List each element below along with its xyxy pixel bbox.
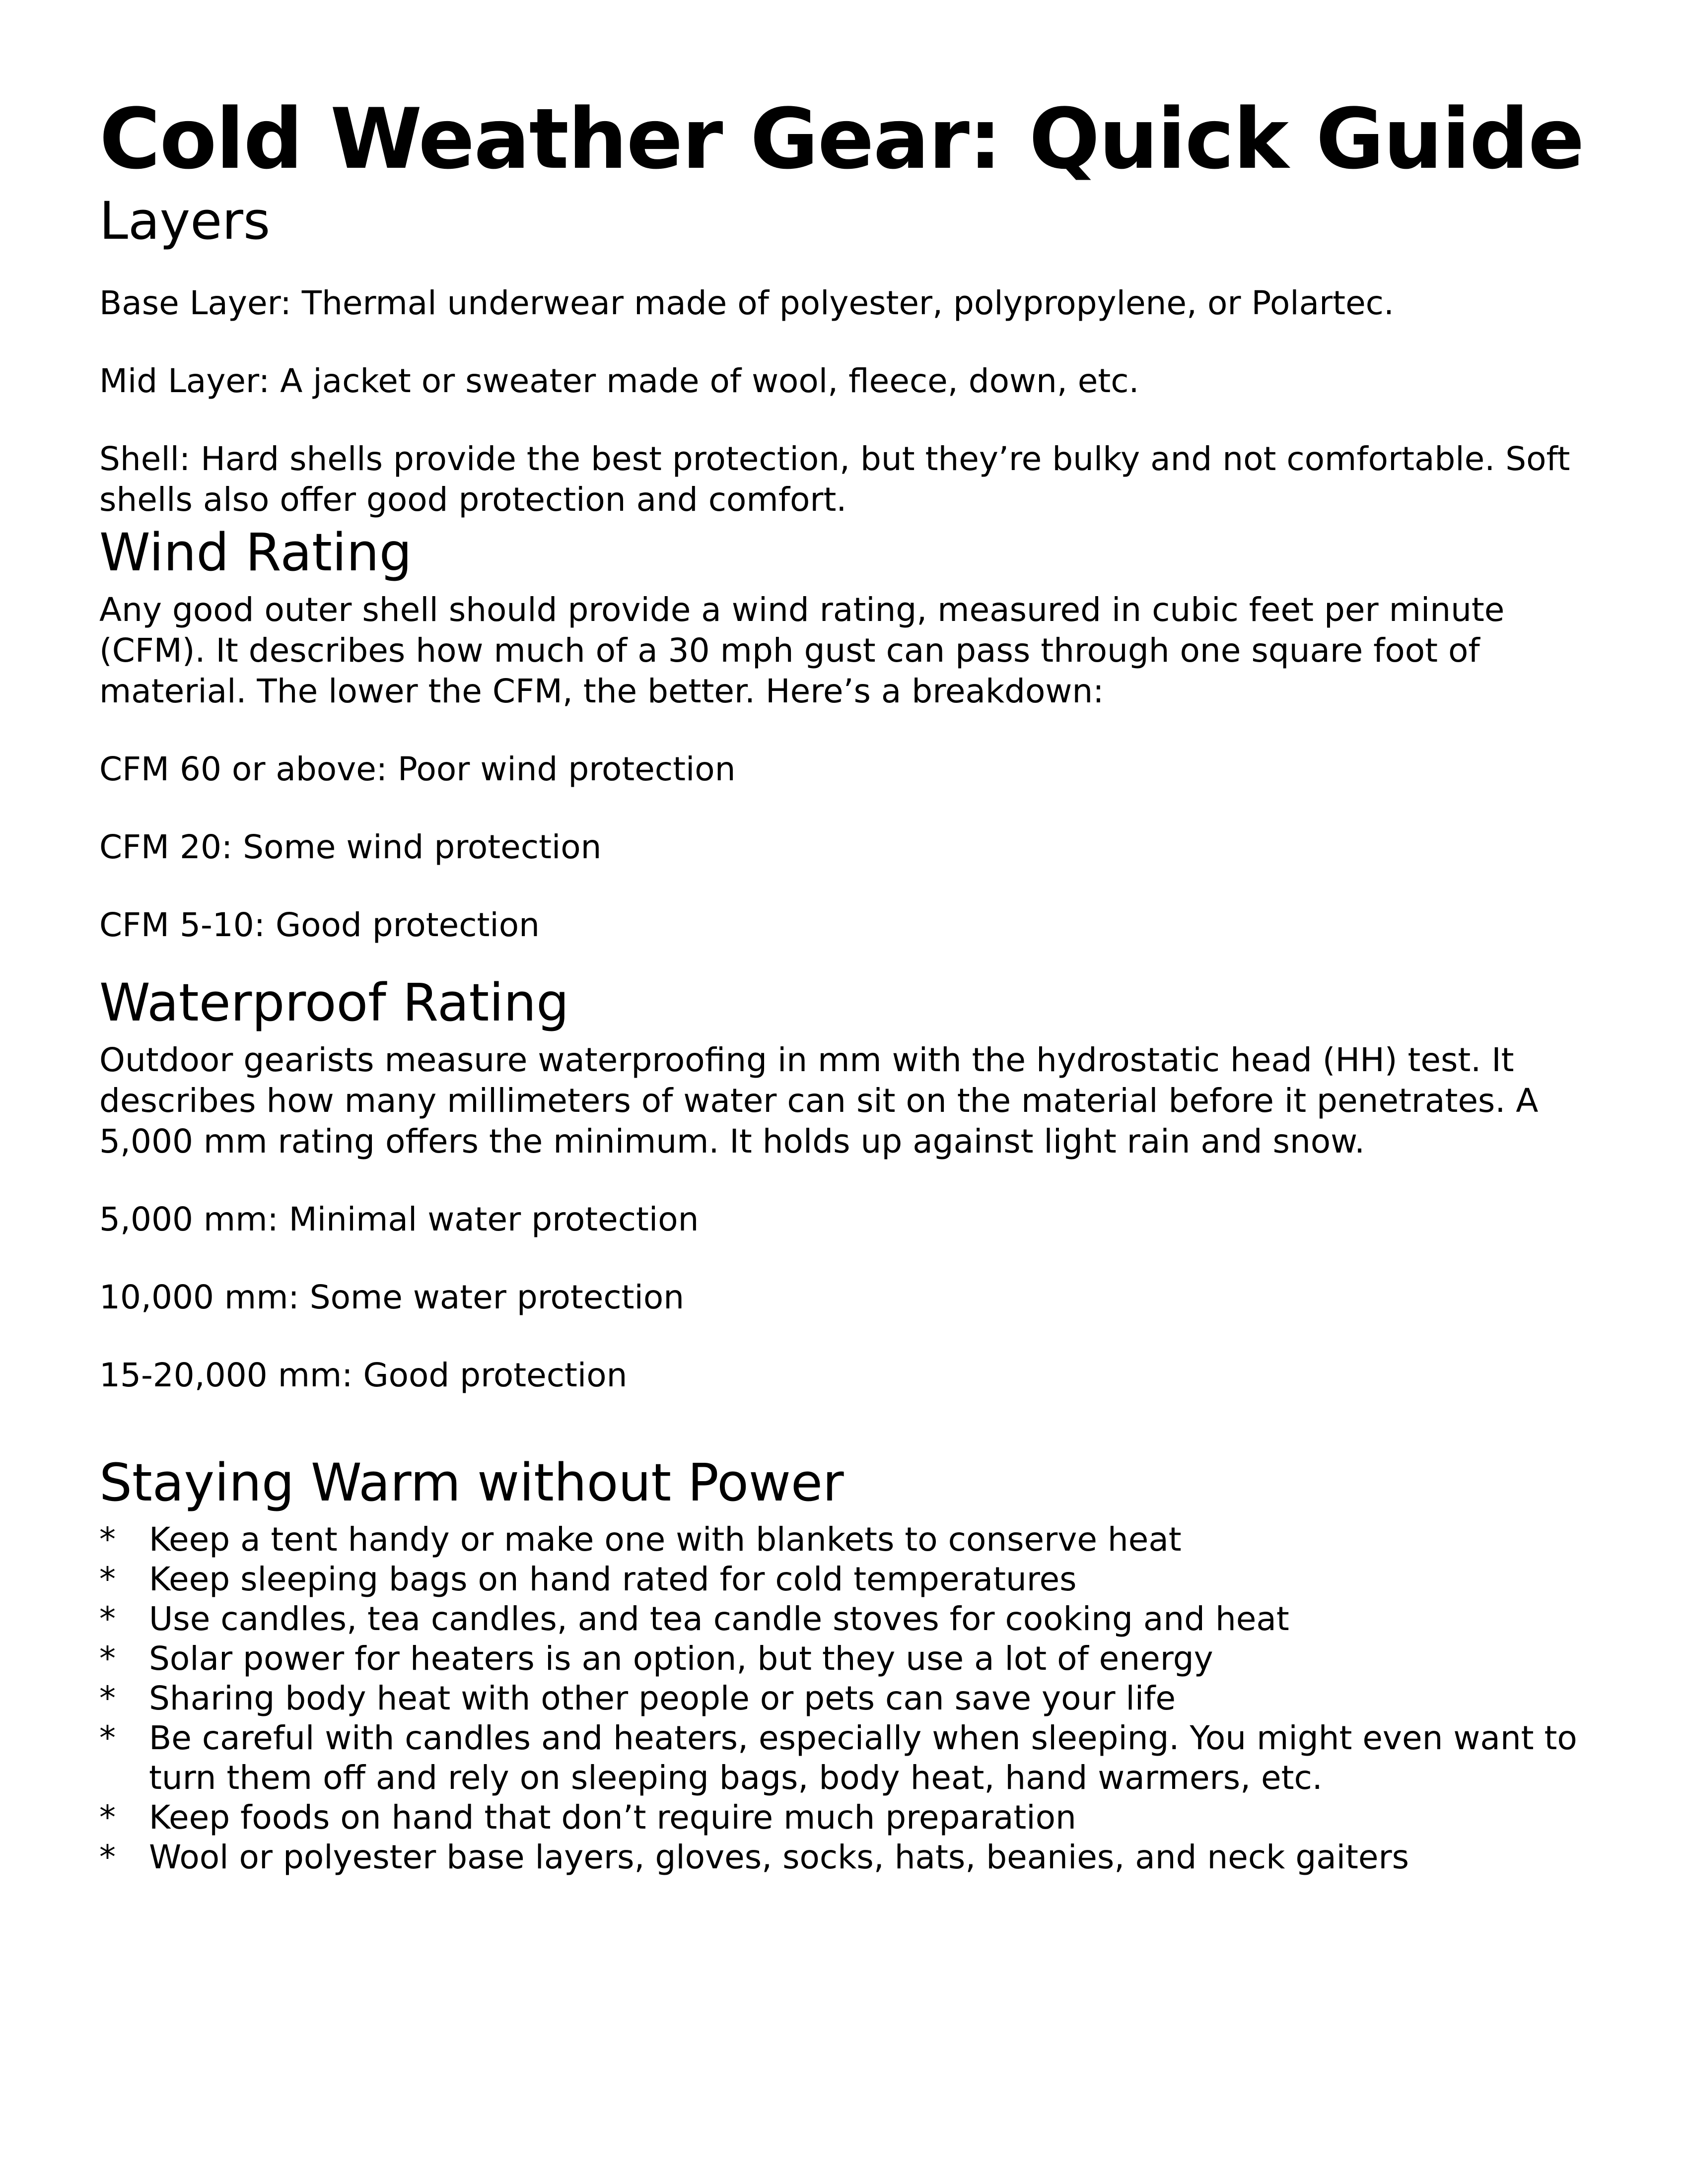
- list-item: * Use candles, tea candles, and tea candle stoves for cooking and heat: [99, 1600, 1289, 1638]
- waterproof-rating-intro: Outdoor gearists measure waterproofing in mm with the hydrostatic head (HH) test. It describes how many millimeters of water can sit on the material before it penetrates. A 5,000 mm rating offers the minimum. It holds up against light rain and snow.: [99, 1041, 1539, 1160]
- list-item: * Sharing body heat with other people or pets can save your life: [99, 1679, 1176, 1717]
- list-item: * Keep foods on hand that don’t require much preparation: [99, 1798, 1076, 1837]
- list-item: * Keep a tent handy or make one with blankets to conserve heat: [99, 1520, 1182, 1559]
- list-item: * Be careful with candles and heaters, especially when sleeping. You might even want to turn them off and rely on sleeping bags, body heat, hand warmers, etc.: [99, 1719, 1577, 1797]
- asterisk-bullet-icon: *: [99, 1838, 116, 1876]
- wind-rating-item: CFM 5-10: Good protection: [99, 906, 540, 944]
- asterisk-bullet-icon: *: [99, 1560, 116, 1598]
- asterisk-bullet-icon: *: [99, 1719, 116, 1757]
- asterisk-bullet-icon: *: [99, 1798, 116, 1837]
- list-item: * Wool or polyester base layers, gloves, socks, hats, beanies, and neck gaiters: [99, 1838, 1409, 1876]
- layers-heading: Layers: [99, 191, 271, 251]
- list-item: * Keep sleeping bags on hand rated for cold temperatures: [99, 1560, 1077, 1598]
- wind-rating-heading: Wind Rating: [99, 522, 412, 583]
- list-item: * Solar power for heaters is an option, but they use a lot of energy: [99, 1639, 1213, 1678]
- page-title: Cold Weather Gear: Quick Guide: [99, 90, 1584, 188]
- asterisk-bullet-icon: *: [99, 1600, 116, 1638]
- waterproof-rating-heading: Waterproof Rating: [99, 972, 569, 1033]
- waterproof-rating-item: 15-20,000 mm: Good protection: [99, 1356, 628, 1394]
- asterisk-bullet-icon: *: [99, 1520, 116, 1559]
- base-layer-text: Base Layer: Thermal underwear made of polyester, polypropylene, or Polartec.: [99, 284, 1394, 322]
- wind-rating-intro: Any good outer shell should provide a wind rating, measured in cubic feet per minute (CFM). It describes how much of a 30 mph gust can pass through one square foot of material. The lower the CFM, the better. Here’s a breakdown:: [99, 591, 1505, 710]
- staying-warm-heading: Staying Warm without Power: [99, 1452, 844, 1513]
- staying-warm-list: [99, 1520, 1589, 1877]
- shell-text: Shell: Hard shells provide the best protection, but they’re bulky and not comfortable. Soft shells also offer good protection and comfort.: [99, 440, 1570, 519]
- asterisk-bullet-icon: *: [99, 1679, 116, 1717]
- waterproof-rating-item: 5,000 mm: Minimal water protection: [99, 1200, 699, 1238]
- waterproof-rating-item: 10,000 mm: Some water protection: [99, 1278, 685, 1316]
- wind-rating-item: CFM 60 or above: Poor wind protection: [99, 750, 736, 788]
- mid-layer-text: Mid Layer: A jacket or sweater made of wool, fleece, down, etc.: [99, 362, 1139, 400]
- document-page: [99, 89, 1589, 1877]
- asterisk-bullet-icon: *: [99, 1639, 116, 1678]
- wind-rating-item: CFM 20: Some wind protection: [99, 828, 602, 866]
